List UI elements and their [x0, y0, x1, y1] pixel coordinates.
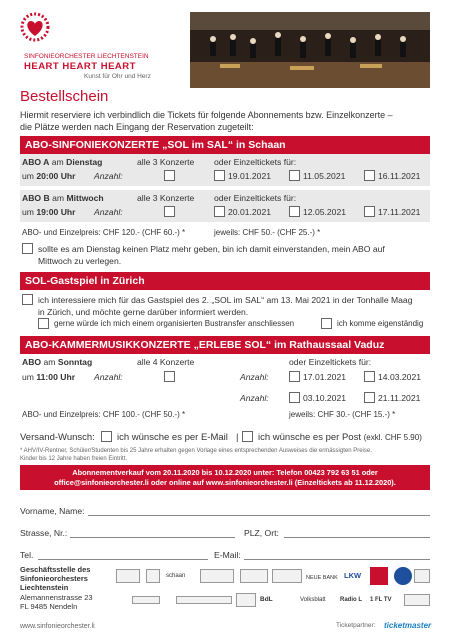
abo-a-date3: 16.11.2021: [378, 171, 421, 181]
abo-b-konzerte: alle 3 Konzerte: [137, 193, 195, 203]
sponsor-logo: [236, 593, 256, 607]
abo-b-quantity-box[interactable]: [164, 206, 175, 217]
address-l4: Alemannenstrasse 23: [20, 593, 93, 602]
intro-line2: die Plätze werden nach Eingang der Reservation zugeteilt:: [20, 122, 254, 132]
abo-a-time: um 20:00 Uhr: [22, 171, 76, 181]
abo-b-anzahl: Anzahl:: [94, 207, 123, 217]
abo-b-date2: 12.05.2021: [303, 207, 347, 217]
s3-date2-checkbox[interactable]: [364, 371, 375, 382]
footnote2: Kinder bis 12 Jahre haben freien Eintritt.: [20, 456, 128, 462]
s3-date4-checkbox[interactable]: [364, 392, 375, 403]
section1-header: ABO-SINFONIEKONZERTE „SOL im SAL“ in Schaan: [20, 136, 430, 154]
address-l3: Liechtenstein: [20, 583, 69, 592]
s3-date4: 21.11.2021: [378, 393, 421, 403]
field-tel-label: Tel.: [20, 550, 34, 560]
s1-note1: sollte es am Dienstag keinen Platz mehr geben, bin ich damit einverstanden, mein ABO auf: [38, 244, 385, 254]
abo-a-einzel-label: oder Einzeltickets für:: [214, 157, 297, 167]
sponsor-logo: [200, 569, 234, 583]
abo-a-date1-checkbox[interactable]: [214, 170, 225, 181]
sponsor-logo: [176, 596, 232, 604]
sponsor-volksblatt: Volksblatt: [300, 597, 326, 603]
s1-note2: Mittwoch zu verlegen.: [38, 256, 122, 266]
sponsor-lkw: LKW: [344, 571, 362, 580]
field-name-label: Vorname, Name:: [20, 506, 85, 516]
s2-interest-checkbox[interactable]: [22, 294, 33, 305]
s3-anzahl3: Anzahl:: [240, 393, 269, 403]
abo-b-time: um 19:00 Uhr: [22, 207, 76, 217]
sponsor-neue-bank: NEUE BANK: [306, 575, 338, 581]
field-street-input[interactable]: [70, 537, 235, 538]
abo-b-date1-checkbox[interactable]: [214, 206, 225, 217]
abo-a-konzerte: alle 3 Konzerte: [137, 157, 195, 167]
s3-abo-time: um 11:00 Uhr: [22, 372, 76, 382]
field-name-input[interactable]: [88, 515, 430, 516]
sponsor-logo: [272, 569, 302, 583]
ticketpartner-name: ticketmaster: [384, 621, 432, 630]
s2-line1: ich interessiere mich für das Gastspiel des 2. „SOL im SAL“ am 13. Mai 2021 in der Tonhalle Maag: [38, 295, 413, 305]
s3-date2: 14.03.2021: [378, 372, 422, 382]
abo-b-date3-checkbox[interactable]: [364, 206, 375, 217]
logo: [20, 12, 180, 82]
field-plz-input[interactable]: [284, 537, 430, 538]
versand-post-checkbox[interactable]: [242, 431, 253, 442]
s2-bus-checkbox[interactable]: [38, 318, 49, 329]
s2-own-checkbox[interactable]: [321, 318, 332, 329]
sponsor-bdl: BdL: [260, 596, 273, 603]
logo-line2: HEART HEART HEART: [24, 61, 136, 72]
address-l1: Geschäftsstelle des: [20, 565, 91, 574]
abo-a-date2-checkbox[interactable]: [289, 170, 300, 181]
sponsor-logo-red: [370, 567, 388, 585]
abo-a-date2: 11.05.2021: [303, 171, 346, 181]
sponsor-fltv: 1 FL TV: [370, 597, 392, 603]
logo-line1: SINFONIEORCHESTER LIECHTENSTEIN: [24, 53, 149, 60]
field-email-label: E-Mail:: [214, 550, 241, 560]
sponsor-logo: [240, 569, 268, 583]
s3-price: ABO- und Einzelpreis: CHF 100.- (CHF 50.-) *: [22, 410, 186, 419]
s1-price: ABO- und Einzelpreis: CHF 120.- (CHF 60.-) *: [22, 228, 186, 237]
abo-b-date1: 20.01.2021: [228, 207, 272, 217]
versand-sep: |: [236, 432, 239, 443]
abo-b-einzel-label: oder Einzeltickets für:: [214, 193, 297, 203]
abo-b-label: ABO B am Mittwoch: [22, 193, 104, 203]
abo-a-label: ABO A am Dienstag: [22, 157, 103, 167]
abo-a-date3-checkbox[interactable]: [364, 170, 375, 181]
abo-a-quantity-box[interactable]: [164, 170, 175, 181]
s2-bus: gerne würde ich mich einem organisierten Bustransfer anschliessen: [54, 319, 295, 328]
s3-quantity-box[interactable]: [164, 371, 175, 382]
sponsor-logo-blue: [394, 567, 412, 585]
intro-line1: Hiermit reserviere ich verbindlich die Tickets für folgende Abonnements bzw. Einzelkonzerte –: [20, 110, 393, 120]
sponsor-logo: [146, 569, 160, 583]
s3-price2: jeweils: CHF 30.- (CHF 15.-) *: [289, 410, 396, 419]
field-street-label: Strasse, Nr.:: [20, 528, 68, 538]
s3-date1-checkbox[interactable]: [289, 371, 300, 382]
address-l2: Sinfonieorchesters: [20, 574, 88, 583]
s1-price2: jeweils: CHF 50.- (CHF 25.-) *: [214, 228, 321, 237]
sponsor-logo: [414, 569, 430, 583]
abo-b-date2-checkbox[interactable]: [289, 206, 300, 217]
sponsor-schaan: schaan: [166, 573, 186, 579]
address-l5: FL 9485 Nendeln: [20, 602, 78, 611]
sales-banner: Abonnementverkauf vom 20.11.2020 bis 10.12.2020 unter: Telefon 00423 792 63 51 oder office@sinfonieorchester.li oder online auf www.sinfonieorchester.li (Einzeltickets ab 11.12.2020).: [20, 465, 430, 490]
sponsor-radio-l: Radio L: [340, 597, 362, 603]
section2-header: SOL-Gastspiel in Zürich: [20, 272, 430, 290]
s3-date3: 03.10.2021: [303, 393, 347, 403]
form-title: Bestellschein: [20, 88, 109, 105]
field-tel-input[interactable]: [38, 559, 208, 560]
abo-a-date1: 19.01.2021: [228, 171, 272, 181]
s3-einzel-label: oder Einzeltickets für:: [289, 357, 372, 367]
versand-email: ich wünsche es per E-Mail: [117, 432, 228, 443]
ticketpartner-label: Ticketpartner:: [336, 622, 376, 629]
orchestra-photo: [190, 12, 430, 88]
versand-label: Versand-Wunsch:: [20, 432, 95, 443]
footnote1: * AHV/IV-Rentner, Schüler/Studenten bis 25 Jahre erhalten gegen Vorlage eines entsprechenden Ausweises die ermässigten Preise.: [20, 448, 372, 454]
field-plz-label: PLZ, Ort:: [244, 528, 279, 538]
s3-abo-label: ABO am Sonntag: [22, 357, 93, 367]
abo-a-anzahl: Anzahl:: [94, 171, 123, 181]
sponsor-logo: [116, 569, 140, 583]
logo-tagline: Kunst für Ohr und Herz: [84, 73, 151, 80]
logo-heart-icon: [20, 12, 50, 46]
s2-own: ich komme eigenständig: [337, 319, 424, 328]
versand-email-checkbox[interactable]: [101, 431, 112, 442]
sponsor-logo: [132, 596, 160, 604]
website[interactable]: www.sinfonieorchester.li: [20, 623, 95, 630]
s3-konzerte: alle 4 Konzerte: [137, 357, 195, 367]
field-email-input[interactable]: [244, 559, 430, 560]
s3-date3-checkbox[interactable]: [289, 392, 300, 403]
section3-header: ABO-KAMMERMUSIKKONZERTE „ERLEBE SOL“ im Rathaussaal Vaduz: [20, 336, 430, 354]
abo-b-date3: 17.11.2021: [378, 207, 421, 217]
sponsor-logo: [404, 594, 430, 606]
versand-post: ich wünsche es per Post (exkl. CHF 5.90): [258, 432, 422, 443]
s3-date1: 17.01.2021: [303, 372, 347, 382]
s3-anzahl: Anzahl:: [94, 372, 123, 382]
s1-move-checkbox[interactable]: [22, 243, 33, 254]
s2-line2: in Zürich, und möchte gerne darüber informiert werden.: [38, 307, 249, 317]
s3-anzahl2: Anzahl:: [240, 372, 269, 382]
